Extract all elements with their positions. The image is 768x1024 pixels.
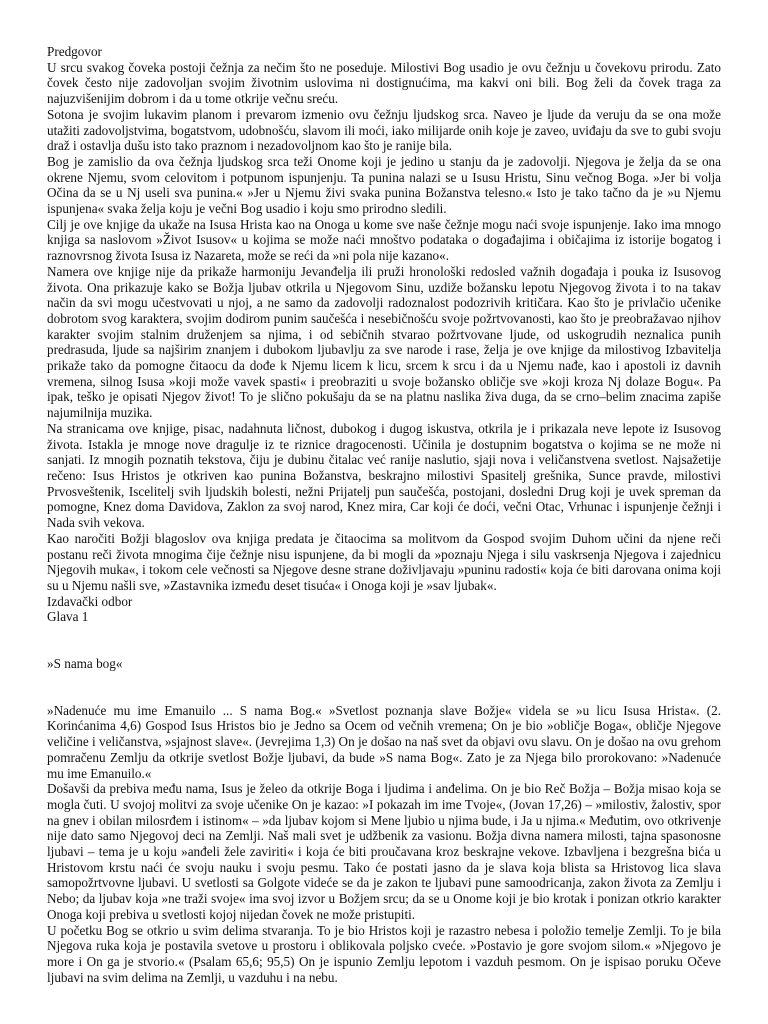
preface-paragraph: Cilj je ove knjige da ukaže na Isusa Hrista kao na Onoga u kome sve naše čežnje mogu naći svoje ispunjenje. Iako ima mnogo knjiga sa naslovom »Život Isusov« u kojima se može naći mnoštvo podataka o događajima i običajima iz istorije bogatog i raznovrsnog života Isusa iz Nazareta, može se reći da »ni pola nije kazano«. — [47, 216, 721, 264]
preface-paragraph: Na stranicama ove knjige, pisac, nadahnuta ličnost, dubokog i dugog iskustva, otkrila je i prikazala neve lepote iz Isusovog života. Istakla je mnoge nove dragulje iz te riznice dragocenosti. Učinila je dostupnim bogatstva o kojima se ne može ni sanjati. Iz mnogih poznatih tekstova, čiju je dubinu čitalac već ranije naslutio, sjaji nova i veličanstvena svetlost. Najsažetije rečeno: Isus Hristos je otkriven kao punina Božanstva, beskrajno milostivi Spasitelj grešnika, Sunce pravde, milostivi Prvosveštenik, Iscelitelj svih ljudskih bolesti, nežni Prijatelj pun saučešća, postojani, dosledni Drug koji je uvek spreman da pomogne, Knez doma Davidova, Zaklon za svoj narod, Knez mira, Car koji će doći, večni Otac, Vrhunac i ispunjenje čežnji i Nada svih vekova. — [47, 420, 721, 531]
chapter-paragraph: »Nadenuće mu ime Emanuilo ... S nama Bog.« »Svetlost poznanja slave Božje« videla se »u licu Isusa Hrista«. (2. Korinćanima 4,6) Gospod Isus Hristos bio je Jedno sa Ocem od večnih vremena; On je bio »obličje Boga«, obličje Njegove veličine i veličanstva, »sjajnost slave«. (Jevrejima 1,3) On je došao na naš svet da objavi ovu slavu. On je došao na ovu grehom pomračenu Zemlju da otkrije svetlost Božje ljubavi, da bude »S nama Bog«. Zato je za Njega bilo prorokovano: »Nadenuće mu ime Emanuilo.« — [47, 702, 721, 781]
chapter-title: »S nama bog« — [47, 656, 123, 672]
spacer — [47, 672, 721, 703]
chapter-label: Glava 1 — [47, 609, 89, 625]
publisher-signature: Izdavački odbor — [47, 593, 133, 609]
preface-paragraph: U srcu svakog čoveka postoji čežnja za nečim što ne poseduje. Milostivi Bog usadio je ovu čežnju u čovekovu prirodu. Zato čovek često nije zadovoljan svojim životnim uslovima ni dostignućima, ma kakvi oni bili. Bog želi da čovek traga za najuzvišenijim dobrom i da u tome otkrije večnu sreću. — [47, 59, 721, 107]
chapter-paragraph: Došavši da prebiva među nama, Isus je želeo da otkrije Boga i ljudima i anđelima. On je bio Reč Božja – Božja misao koja se mogla čuti. U svojoj molitvi za svoje učenike On je kazao: »I pokazah im ime Tvoje«, (Jovan 17,26) – »milostiv, žalostiv, spor na gnev i obilan milosrđem i istinom« – »da ljubav kojom si Mene ljubio u njima bude, i Ja u njima.« Međutim, ovo otkrivenje nije dato samo Njegovoj deci na Zemlji. Naš mali svet je udžbenik za vasionu. Božja divna namera milosti, tajna spasonosne ljubavi – tema je u koju »anđeli žele zaviriti« i koja će biti proučavana kroz beskrajne vekove. Izbavljena i bezgrešna bića u Hristovom krstu naći će svoju nauku i svoju pesmu. Tako će postati jasno da je slava koja blista sa Hristovog lica slava samopožrtvovne ljubavi. U svetlosti sa Golgote videće se da je zakon te ljubavi pune samoodricanja, zakon života za Zemlju i Nebo; da ljubav koja »ne traži svoje« ima svoj izvor u Božjem srcu; da se u Onome koji je bio krotak i ponizan otkrio karakter Onoga koji prebiva u svetlosti kojoj nijedan čovek ne može pristupiti. — [47, 781, 721, 922]
preface-paragraph: Sotona je svojim lukavim planom i prevarom izmenio ovu čežnju ljudskog srca. Naveo je ljude da veruju da se ona može utažiti zadovoljstvima, bogatstvom, udobnošću, slavom ili moći, iako milijarde onih koje je zaveo, uviđaju da sve to gubi svoju draž i ostavlja dušu isto tako praznom i nezadovoljnom kao što je ranije bila. — [47, 106, 721, 154]
preface-title: Predgovor — [47, 44, 102, 59]
preface-paragraph: Namera ove knjige nije da prikaže harmoniju Jevanđelja ili pruži hronološki redosled važnih događaja i pouka iz Isusovog života. Ona prikazuje kako se Božja ljubav otkrila u Njegovom Sinu, uzdiže božansku lepotu Njegovog života i to na takav način da svi mogu učestvovati u njoj, a ne samo da zadovolji radoznalost podozrivih kritičara. Kao što je privlačio učenike dobrotom svog karaktera, svojim dodirom punim saučešća i nesebičnošću svoje požrtvovanosti, kao što je preobražavao njihov karakter svojim stalnim druženjem sa njima, i od sebičnih stvarao požrtvovane ljude, od uskogrudih neznalica punih predrasuda, ljude sa najširim znanjem i dubokom ljubavlju za sve narode i rase, želja je ove knjige da milostivog Izbavitelja prikaže tako da pomogne čitaocu da dođe k Njemu licem k licu, srcem k srcu i da u Njemu nađe, kao i apostoli iz davnih vremena, silnog Isusa »koji može vavek spasti« i preobraziti u svoje božansko obličje sve »koji kroza Nj dolaze Bogu«. Pa ipak, teško je opisati Njegov život! To je slično pokušaju da se na platnu naslika živa duga, da se crno–belim znacima zapiše najumilnija muzika. — [47, 263, 721, 421]
spacer — [47, 625, 721, 656]
preface-paragraph: Kao naročiti Božji blagoslov ova knjiga predata je čitaocima sa molitvom da Gospod svojim Duhom učini da njene reči postanu reči života mnogima čije čežnje nisu ispunjene, da bi mogli da »poznaju Njega i silu vaskrsenja Njegova i zajednicu Njegovih muka«, i tokom cele večnosti sa Njegove desne strane doživljavaju »puninu radosti« koja će biti darovana onima koji su u Njemu našli sve, »Zastavnika između deset tisuća« i Onoga koji je »sav ljubak«. — [47, 530, 721, 593]
preface-paragraph: Bog je zamislio da ova čežnja ljudskog srca teži Onome koji je jedino u stanju da je zadovolji. Njegova je želja da se ona okrene Njemu, svom celovitom i potpunom ispunjenju. Ta punina nalazi se u Isusu Hristu, Sinu večnog Boga. »Jer bi volja Očina da se u Nj useli sva punina.« »Jer u Njemu živi svaka punina Božanstva telesno.« Isto je tako tačno da je »u Njemu ispunjena« svaka želja koju je večni Bog usadio i koju smo prirodno sledili. — [47, 153, 721, 217]
chapter-paragraph: U početku Bog se otkrio u svim delima stvaranja. To je bio Hristos koji je razastro nebesa i položio temelje Zemlji. To je bila Njegova ruka koja je postavila svetove u prostoru i oblikovala poljsko cveće. »Postavio je gore svojom silom.« »Njegovo je more i On ga je stvorio.« (Psalam 65,6; 95,5) On je ispunio Zemlju lepotom i vazduh pesmom. On je ispisao poruku Očeve ljubavi na svim delima na Zemlji, u vazduhu i na nebu. — [47, 922, 721, 985]
